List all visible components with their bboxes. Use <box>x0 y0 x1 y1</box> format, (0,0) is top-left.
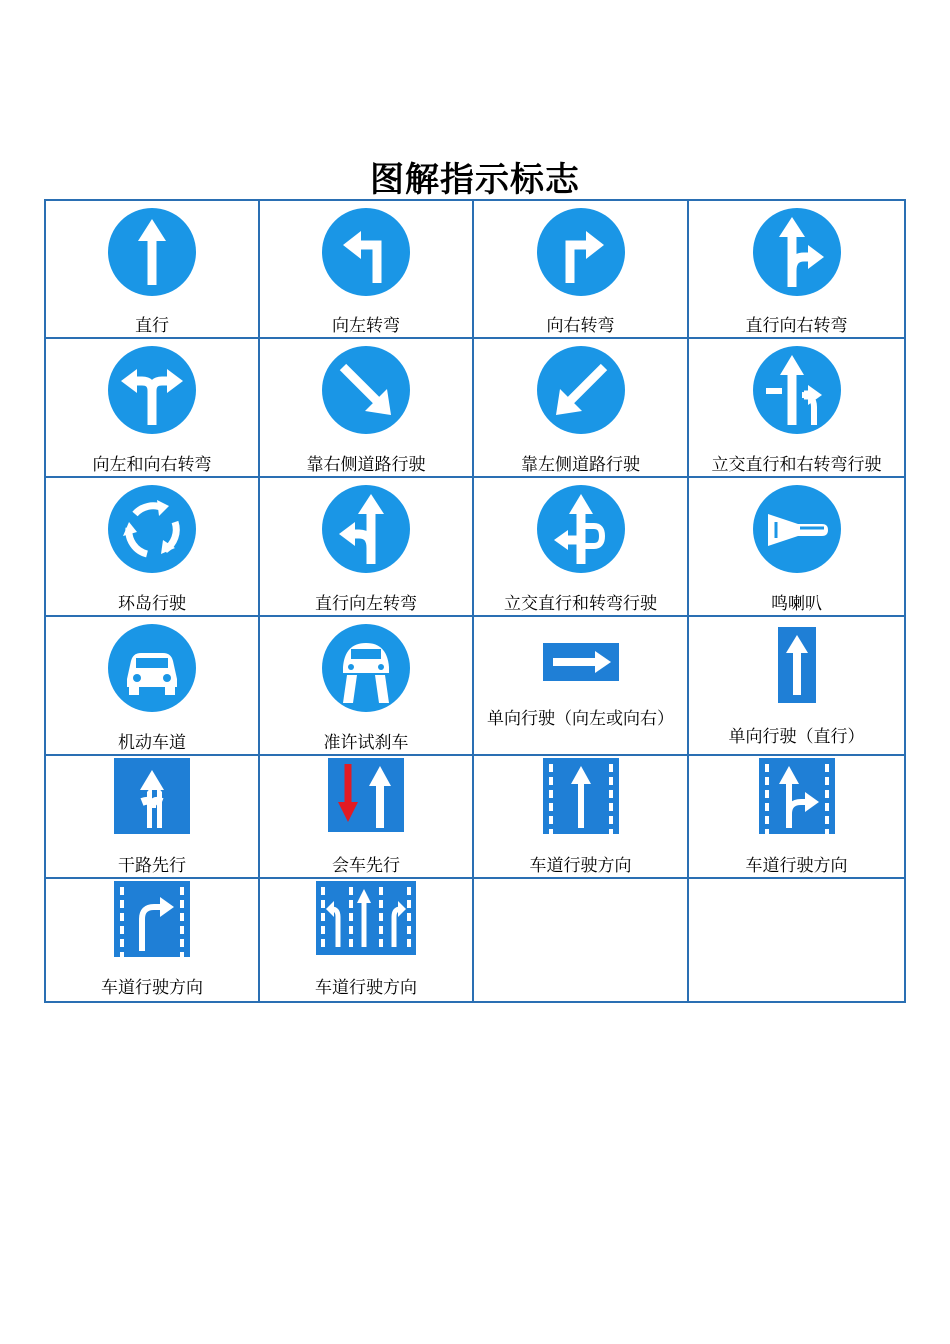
sign-label: 机动车道 <box>118 733 186 753</box>
sign-cell <box>474 756 689 879</box>
sign-label: 车道行驶方向 <box>101 978 203 998</box>
sign-label: 立交直行和转弯行驶 <box>504 594 657 614</box>
horn-icon <box>752 484 842 574</box>
motor-vehicle-lane-icon <box>107 623 197 713</box>
sign-label: 向左和向右转弯 <box>92 455 212 475</box>
sign-label: 向右转弯 <box>546 316 615 336</box>
sign-cell <box>474 478 689 617</box>
lane-straight-icon <box>543 758 619 834</box>
sign-label: 立交直行和右转弯行驶 <box>711 455 882 475</box>
multi-lane-direction-icon <box>316 881 416 955</box>
one-way-straight-icon <box>778 627 816 703</box>
sign-label: 直行向左转弯 <box>315 594 417 614</box>
sign-cell <box>260 201 474 339</box>
sign-cell <box>46 617 260 756</box>
sign-cell <box>46 339 260 478</box>
interchange-straight-right-icon <box>752 345 842 435</box>
straight-or-right-icon <box>752 207 842 297</box>
left-and-right-icon <box>107 345 197 435</box>
sign-label: 鸣喇叭 <box>771 594 822 614</box>
sign-cell <box>689 879 904 1001</box>
straight-arrow-icon <box>107 207 197 297</box>
sign-cell <box>474 201 689 339</box>
sign-label: 直行向右转弯 <box>745 316 848 336</box>
sign-label: 单向行驶（直行） <box>728 727 865 747</box>
roundabout-icon <box>107 484 197 574</box>
sign-cell <box>46 201 260 339</box>
sign-cell <box>46 756 260 879</box>
sign-cell <box>689 617 904 756</box>
sign-label: 向左转弯 <box>332 316 400 336</box>
page-title: 图解指示标志 <box>370 160 580 200</box>
oncoming-priority-icon <box>328 758 404 832</box>
one-way-horizontal-icon <box>543 643 619 681</box>
sign-label: 单向行驶（向左或向右） <box>487 709 674 729</box>
sign-cell <box>260 617 474 756</box>
keep-right-icon <box>321 345 411 435</box>
keep-left-icon <box>536 345 626 435</box>
lane-straight-right-icon <box>759 758 835 834</box>
turn-left-icon <box>321 207 411 297</box>
sign-cell <box>260 339 474 478</box>
sign-label: 靠右侧道路行驶 <box>306 455 426 475</box>
sign-label: 车道行驶方向 <box>745 856 848 876</box>
sign-label: 直行 <box>135 316 169 336</box>
sign-cell <box>474 339 689 478</box>
sign-label: 会车先行 <box>332 856 400 876</box>
sign-cell <box>689 478 904 617</box>
sign-cell <box>260 756 474 879</box>
turn-right-icon <box>536 207 626 297</box>
sign-label: 准许试刹车 <box>323 733 409 753</box>
sign-cell <box>474 879 689 1001</box>
sign-cell <box>260 478 474 617</box>
sign-cell <box>46 879 260 1001</box>
sign-label: 车道行驶方向 <box>315 978 417 998</box>
sign-cell <box>689 201 904 339</box>
sign-label: 靠左侧道路行驶 <box>521 455 640 475</box>
sign-cell <box>689 339 904 478</box>
sign-cell <box>260 879 474 1001</box>
lane-right-turn-icon <box>114 881 190 957</box>
sign-label: 干路先行 <box>118 856 186 876</box>
sign-label: 环岛行驶 <box>118 594 186 614</box>
sign-cell <box>474 617 689 756</box>
interchange-straight-turn-icon <box>536 484 626 574</box>
sign-cell <box>689 756 904 879</box>
main-road-priority-icon <box>114 758 190 834</box>
sign-label: 车道行驶方向 <box>529 856 632 876</box>
signs-table <box>44 199 906 1003</box>
straight-or-left-icon <box>321 484 411 574</box>
brake-test-icon <box>321 623 411 713</box>
sign-cell <box>46 478 260 617</box>
